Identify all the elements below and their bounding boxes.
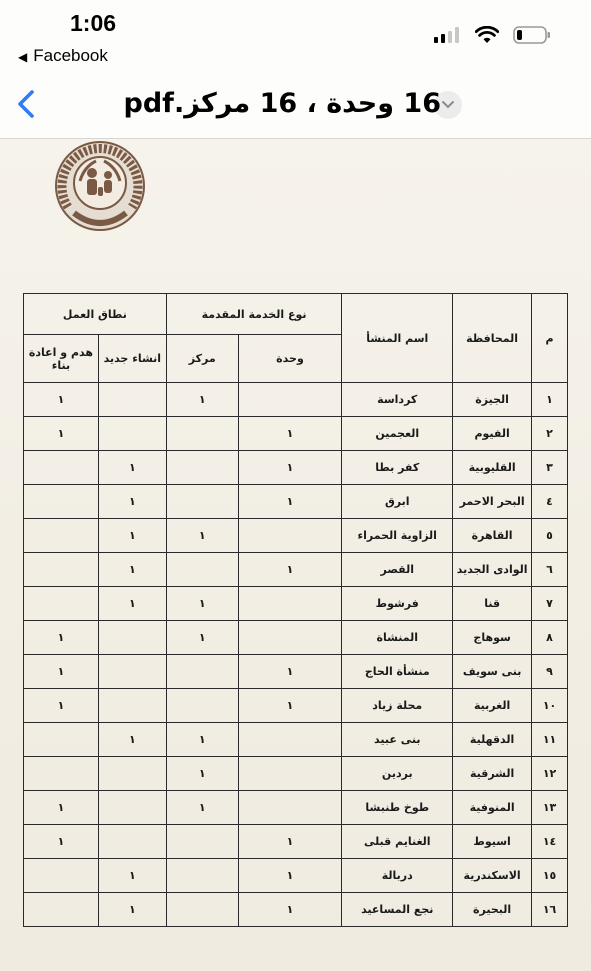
table-row	[24, 655, 568, 689]
wifi-icon	[475, 26, 499, 44]
facility-cell: الزاوية الحمراء	[342, 519, 453, 553]
new-build-cell	[98, 383, 166, 417]
row-number: ٤	[532, 485, 568, 519]
row-number: ٢	[532, 417, 568, 451]
back-triangle-icon: ◀	[18, 50, 28, 64]
unit-cell: ١	[238, 485, 342, 519]
table-row	[24, 689, 568, 723]
facility-cell: العجمين	[342, 417, 453, 451]
table-row	[24, 553, 568, 587]
new-build-cell: ١	[98, 485, 166, 519]
governorate-cell: الفيوم	[453, 417, 532, 451]
governorate-cell: الدقهلية	[453, 723, 532, 757]
unit-cell	[238, 587, 342, 621]
rebuild-cell: ١	[24, 655, 99, 689]
signal-icon	[433, 26, 461, 44]
rebuild-cell: ١	[24, 791, 99, 825]
new-build-cell	[98, 655, 166, 689]
new-build-cell	[98, 825, 166, 859]
row-number: ٩	[532, 655, 568, 689]
center-cell: ١	[166, 723, 238, 757]
table-row	[24, 791, 568, 825]
facility-cell: منشأة الحاج	[342, 655, 453, 689]
rebuild-cell	[24, 485, 99, 519]
back-app-label: Facebook	[33, 46, 108, 65]
governorate-cell: الغربية	[453, 689, 532, 723]
new-build-cell: ١	[98, 859, 166, 893]
governorate-cell: بنى سويف	[453, 655, 532, 689]
rebuild-cell	[24, 451, 99, 485]
unit-cell	[238, 723, 342, 757]
facility-cell: دربالة	[342, 859, 453, 893]
center-cell: ١	[166, 757, 238, 791]
header-facility: اسم المنشأ	[342, 294, 453, 383]
facility-cell: بنى عبيد	[342, 723, 453, 757]
clock: 1:06	[70, 10, 117, 36]
row-number: ١٣	[532, 791, 568, 825]
row-number: ٥	[532, 519, 568, 553]
facility-cell: القصر	[342, 553, 453, 587]
rebuild-cell	[24, 519, 99, 553]
center-cell	[166, 825, 238, 859]
rebuild-cell: ١	[24, 621, 99, 655]
unit-cell	[238, 383, 342, 417]
row-number: ١	[532, 383, 568, 417]
facility-cell: فرشوط	[342, 587, 453, 621]
governorate-cell: الجيزة	[453, 383, 532, 417]
header-new-build: انشاء جديد	[98, 335, 166, 383]
table-row	[24, 621, 568, 655]
unit-cell	[238, 519, 342, 553]
governorate-cell: قنا	[453, 587, 532, 621]
chevron-down-icon	[441, 100, 455, 110]
unit-cell: ١	[238, 451, 342, 485]
chevron-left-icon[interactable]	[10, 86, 46, 122]
table-row	[24, 519, 568, 553]
table-row	[24, 757, 568, 791]
status-icons	[433, 26, 551, 44]
rebuild-cell	[24, 893, 99, 927]
facility-cell: المنشاة	[342, 621, 453, 655]
unit-cell: ١	[238, 417, 342, 451]
header-unit: وحدة	[238, 335, 342, 383]
facility-cell: بردين	[342, 757, 453, 791]
new-build-cell: ١	[98, 519, 166, 553]
governorate-cell: الشرقية	[453, 757, 532, 791]
row-number: ١٢	[532, 757, 568, 791]
row-number: ١٦	[532, 893, 568, 927]
row-number: ٣	[532, 451, 568, 485]
unit-cell	[238, 791, 342, 825]
table-row	[24, 893, 568, 927]
governorate-cell: سوهاج	[453, 621, 532, 655]
governorate-cell: الاسكندرية	[453, 859, 532, 893]
new-build-cell	[98, 757, 166, 791]
status-bar	[0, 0, 591, 72]
rebuild-cell	[24, 859, 99, 893]
new-build-cell: ١	[98, 893, 166, 927]
header-governorate: المحافظة	[453, 294, 532, 383]
unit-cell: ١	[238, 825, 342, 859]
header-service-type: نوع الخدمة المقدمة	[166, 294, 342, 335]
rebuild-cell	[24, 553, 99, 587]
facility-cell: الغنايم قبلى	[342, 825, 453, 859]
unit-cell: ١	[238, 893, 342, 927]
governorate-cell: الوادى الجديد	[453, 553, 532, 587]
governorate-cell: البحر الاحمر	[453, 485, 532, 519]
governorate-cell: القليوبية	[453, 451, 532, 485]
rebuild-cell: ١	[24, 689, 99, 723]
facility-cell: ابرق	[342, 485, 453, 519]
new-build-cell	[98, 689, 166, 723]
unit-cell: ١	[238, 689, 342, 723]
center-cell	[166, 451, 238, 485]
rebuild-cell	[24, 723, 99, 757]
new-build-cell	[98, 417, 166, 451]
facility-cell: نجع المساعيد	[342, 893, 453, 927]
header-scope: نطاق العمل	[24, 294, 167, 335]
new-build-cell	[98, 621, 166, 655]
facility-cell: كفر بطا	[342, 451, 453, 485]
facility-cell: محلة زياد	[342, 689, 453, 723]
unit-cell: ١	[238, 553, 342, 587]
header-row-1	[24, 294, 568, 335]
row-number: ١١	[532, 723, 568, 757]
table-row	[24, 451, 568, 485]
center-cell	[166, 417, 238, 451]
center-cell	[166, 689, 238, 723]
header-index: م	[532, 294, 568, 383]
table-row	[24, 417, 568, 451]
battery-icon	[513, 26, 551, 44]
back-to-facebook-link[interactable]	[18, 46, 108, 66]
center-cell	[166, 859, 238, 893]
table-row	[24, 859, 568, 893]
header-center: مركز	[166, 335, 238, 383]
rebuild-cell: ١	[24, 383, 99, 417]
row-number: ١٤	[532, 825, 568, 859]
facilities-table	[23, 293, 568, 927]
table-row	[24, 383, 568, 417]
center-cell	[166, 485, 238, 519]
unit-cell: ١	[238, 655, 342, 689]
unit-cell	[238, 621, 342, 655]
table-row	[24, 723, 568, 757]
facility-cell: طوخ طنبشا	[342, 791, 453, 825]
center-cell: ١	[166, 791, 238, 825]
new-build-cell: ١	[98, 553, 166, 587]
table-row	[24, 587, 568, 621]
governorate-cell: القاهرة	[453, 519, 532, 553]
new-build-cell: ١	[98, 587, 166, 621]
table-row	[24, 825, 568, 859]
row-number: ٨	[532, 621, 568, 655]
unit-cell	[238, 757, 342, 791]
center-cell: ١	[166, 587, 238, 621]
unit-cell: ١	[238, 859, 342, 893]
row-number: ٧	[532, 587, 568, 621]
document-title: 16 وحدة ، 16 مركز.pdf	[123, 88, 441, 119]
rebuild-cell: ١	[24, 825, 99, 859]
center-cell	[166, 655, 238, 689]
new-build-cell	[98, 791, 166, 825]
rebuild-cell	[24, 587, 99, 621]
center-cell: ١	[166, 519, 238, 553]
ministry-of-health-logo	[48, 137, 152, 235]
governorate-cell: البحيرة	[453, 893, 532, 927]
governorate-cell: المنوفية	[453, 791, 532, 825]
new-build-cell: ١	[98, 451, 166, 485]
facility-cell: كرداسة	[342, 383, 453, 417]
document-nav-bar	[0, 72, 591, 139]
rebuild-cell	[24, 757, 99, 791]
governorate-cell: اسيوط	[453, 825, 532, 859]
center-cell	[166, 893, 238, 927]
new-build-cell: ١	[98, 723, 166, 757]
center-cell: ١	[166, 383, 238, 417]
row-number: ١٥	[532, 859, 568, 893]
row-number: ٦	[532, 553, 568, 587]
center-cell: ١	[166, 621, 238, 655]
table-row	[24, 485, 568, 519]
row-number: ١٠	[532, 689, 568, 723]
rebuild-cell: ١	[24, 417, 99, 451]
header-rebuild: هدم و اعادة بناء	[24, 335, 99, 383]
center-cell	[166, 553, 238, 587]
